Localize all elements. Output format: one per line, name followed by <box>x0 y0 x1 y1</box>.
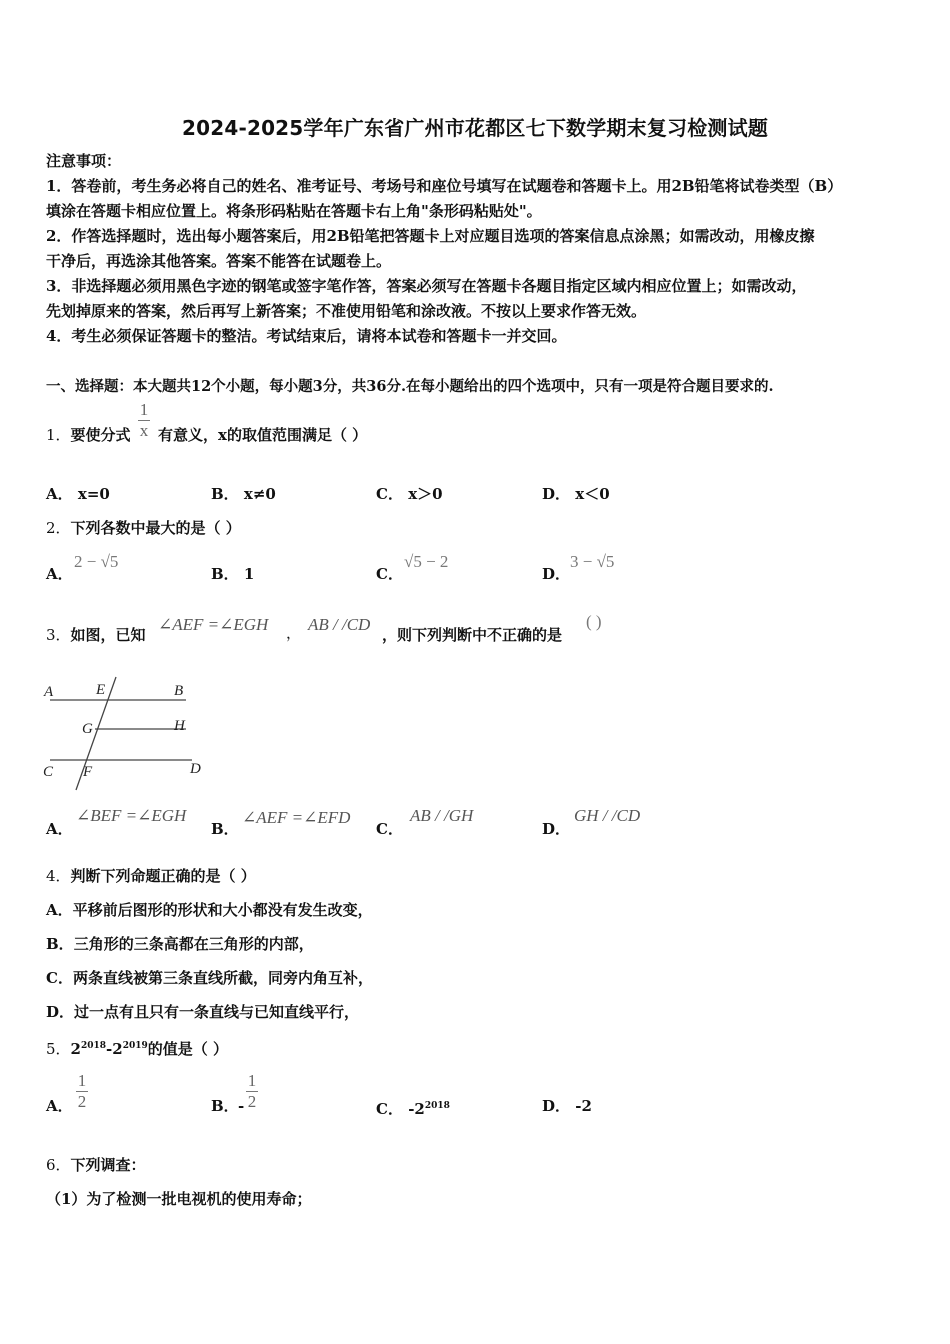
option-b-letter[interactable]: B． <box>211 1097 239 1115</box>
question-5 <box>46 1034 228 1062</box>
question-2 <box>46 516 241 541</box>
option-d[interactable]: D．过一点有且只有一条直线与已知直线平行， <box>46 1003 360 1021</box>
option-b-letter[interactable]: B． <box>211 820 239 838</box>
geometry-figure <box>40 672 220 797</box>
option-c[interactable]: C． $-2^{2018}$ <box>376 1100 450 1118</box>
option-c-letter[interactable]: C． <box>376 565 403 583</box>
option-d-value[interactable]: GH / /CD <box>574 806 641 825</box>
option-b-value[interactable]: ∠AEF =∠EFD <box>242 808 351 827</box>
option-d-letter[interactable]: D． <box>542 565 571 583</box>
question-6 <box>46 1153 146 1178</box>
condition-parallel: AB / /CD <box>308 615 371 634</box>
question-4 <box>46 864 256 889</box>
option-a-letter[interactable]: A． <box>46 565 73 583</box>
option-b-sign[interactable]: - <box>238 1097 245 1115</box>
option-c[interactable]: C． x＞0 <box>376 485 443 503</box>
option-d[interactable]: D． x＜0 <box>542 485 610 503</box>
question-number: 6． <box>46 1156 71 1174</box>
question-text: 要使分式 <box>70 426 131 444</box>
option-a-letter[interactable]: A． <box>46 820 73 838</box>
notice-line: 填涂在答题卡相应位置上。将条形码粘贴在答题卡右上角"条形码粘贴处"。 <box>46 202 542 220</box>
notice-line: 1．答卷前，考生务必将自己的姓名、准考证号、考场号和座位号填写在试题卷和答题卡上。用2B铅笔将试卷类型（B） <box>46 177 843 195</box>
notice-line: 3．非选择题必须用黑色字迹的钢笔或签字笔作答，答案必须写在答题卡各题目指定区域内相应位置上；如需改动， <box>46 277 807 295</box>
option-c-letter[interactable]: C． <box>376 820 403 838</box>
option-d[interactable]: D． -2 <box>542 1097 592 1115</box>
notice-line: 先划掉原来的答案，然后再写上新答案；不准使用铅笔和涂改液。不按以上要求作答无效。 <box>46 302 647 320</box>
survey-item: （1）为了检测一批电视机的使用寿命； <box>46 1190 312 1208</box>
option-b[interactable]: B．三角形的三条高都在三角形的内部， <box>46 935 314 953</box>
question-text: 有意义，x的取值范围满足（ ） <box>158 426 368 444</box>
option-a-fraction[interactable]: 1 2 <box>77 1071 87 1111</box>
page-title: 2024-2025学年广东省广州市花都区七下数学期末复习检测试题 <box>181 116 769 140</box>
question-3 <box>46 623 146 648</box>
label-b: B <box>174 683 184 699</box>
answer-paren: ( ) <box>586 612 602 631</box>
fraction-numerator: 1 <box>139 400 149 419</box>
option-c-value[interactable]: AB / /GH <box>410 806 474 825</box>
option-b[interactable]: B． x≠0 <box>211 485 276 503</box>
comma: ， <box>286 624 302 642</box>
label-d: D <box>190 761 201 777</box>
question-number: 1． <box>46 426 71 444</box>
question-number: 3． <box>46 626 71 644</box>
option-a[interactable]: A．平移前后图形的形状和大小都没有发生改变， <box>46 901 373 919</box>
question-text: 判断下列命题正确的是（ ） <box>70 867 256 885</box>
fraction-1-over-x <box>138 400 150 441</box>
label-g: G <box>82 721 93 737</box>
option-d-value[interactable]: 3 − √5 <box>570 552 615 571</box>
option-d-letter[interactable]: D． <box>542 820 571 838</box>
option-c[interactable]: C．两条直线被第三条直线所截，同旁内角互补， <box>46 969 373 987</box>
option-a[interactable]: A． x=0 <box>46 485 110 503</box>
question-text: 的值是（ ） <box>147 1040 229 1058</box>
question-text: 下列调查： <box>70 1156 146 1174</box>
question-number: 5． <box>46 1040 71 1058</box>
fraction-denominator: x <box>139 421 149 440</box>
question-text: ，则下列判断中不正确的是 <box>382 626 563 644</box>
expression: $2^{2018}-2^{2019}$ <box>70 1040 148 1058</box>
option-a-value[interactable]: 2 − √5 <box>74 552 119 571</box>
option-c-value[interactable]: √5 − 2 <box>404 552 449 571</box>
label-f: F <box>83 764 93 780</box>
option-a-letter[interactable]: A． <box>46 1097 73 1115</box>
question-text: 如图，已知 <box>70 626 146 644</box>
section-heading: 一、选择题：本大题共12个小题，每小题3分，共36分.在每小题给出的四个选项中，只有一项是符合题目要求的. <box>46 378 774 395</box>
option-a-value[interactable]: ∠BEF =∠EGH <box>76 806 187 825</box>
notice-line: 4．考生必须保证答题卡的整洁。考试结束后，请将本试卷和答题卡一并交回。 <box>46 327 567 345</box>
condition-angle: ∠AEF =∠EGH <box>158 615 269 634</box>
option-b[interactable]: B． 1 <box>211 565 255 583</box>
notice-line: 2．作答选择题时，选出每小题答案后，用2B铅笔把答题卡上对应题目选项的答案信息点涂黑；如需改动，用橡皮擦 <box>46 227 815 245</box>
question-text: 下列各数中最大的是（ ） <box>70 519 241 537</box>
option-b-fraction[interactable]: 1 2 <box>247 1071 257 1111</box>
question-1 <box>46 423 131 448</box>
notice-heading: 注意事项： <box>46 152 122 170</box>
label-e: E <box>96 682 106 698</box>
notice-line: 干净后，再选涂其他答案。答案不能答在试题卷上。 <box>46 252 392 270</box>
question-number: 2． <box>46 519 71 537</box>
label-c: C <box>43 764 54 780</box>
label-a: A <box>44 684 54 700</box>
question-number: 4． <box>46 867 71 885</box>
label-h: H <box>174 718 185 734</box>
